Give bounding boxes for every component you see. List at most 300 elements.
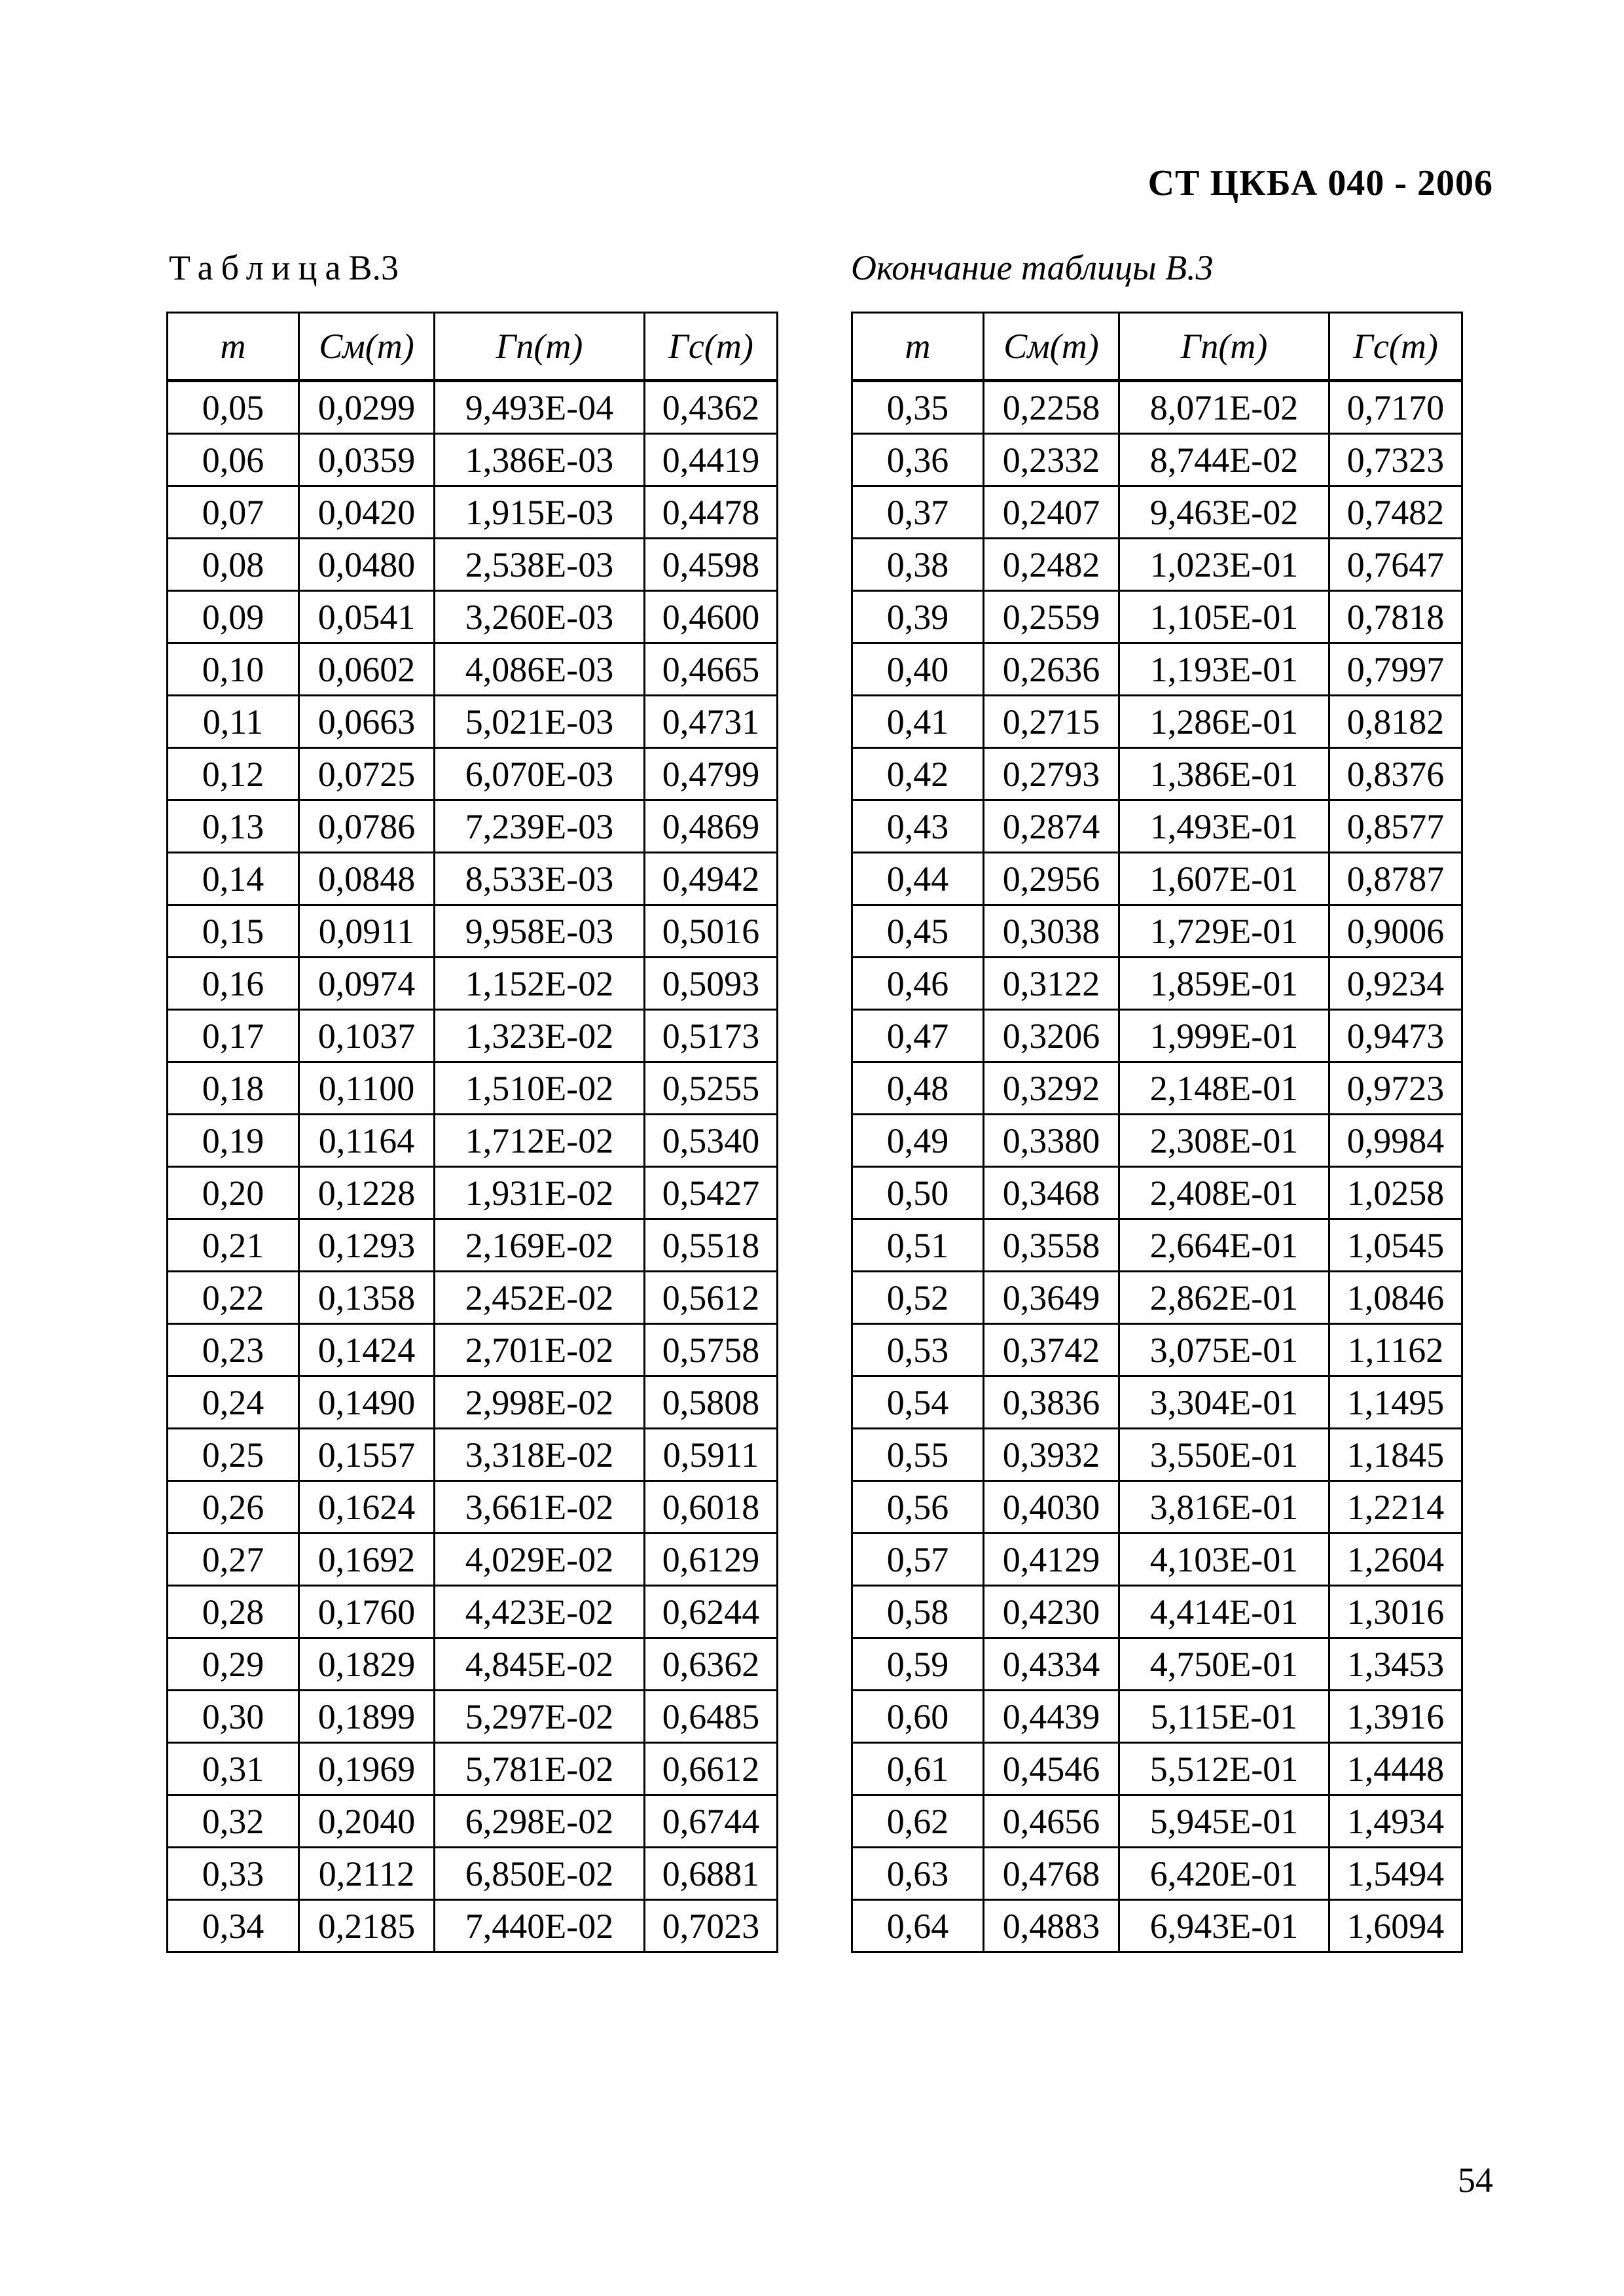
cell-gc: 0,5612 xyxy=(645,1272,778,1324)
cell-cm: 0,4546 xyxy=(984,1743,1119,1795)
column-header-gc: Гс(m) xyxy=(645,313,778,381)
table-row xyxy=(168,381,778,434)
cell-gn: 4,414E-01 xyxy=(1119,1586,1329,1638)
cell-gc: 0,7818 xyxy=(1329,591,1462,643)
cell-gc: 0,9234 xyxy=(1329,958,1462,1010)
table-row xyxy=(168,1272,778,1324)
table-row xyxy=(852,1481,1462,1534)
table-row xyxy=(168,1481,778,1534)
cell-m: 0,49 xyxy=(852,1115,984,1167)
cell-cm: 0,1490 xyxy=(299,1376,435,1429)
cell-gn: 8,533E-03 xyxy=(435,853,645,905)
cell-cm: 0,3380 xyxy=(984,1115,1119,1167)
cell-m: 0,10 xyxy=(168,643,299,696)
table-row xyxy=(852,748,1462,800)
cell-gn: 9,493E-04 xyxy=(435,381,645,434)
cell-m: 0,61 xyxy=(852,1743,984,1795)
cell-cm: 0,1557 xyxy=(299,1429,435,1481)
cell-gn: 6,850E-02 xyxy=(435,1848,645,1900)
cell-gc: 0,9984 xyxy=(1329,1115,1462,1167)
cell-cm: 0,1358 xyxy=(299,1272,435,1324)
cell-cm: 0,1829 xyxy=(299,1638,435,1691)
cell-gn: 7,440E-02 xyxy=(435,1900,645,1952)
cell-gc: 1,1162 xyxy=(1329,1324,1462,1376)
cell-gc: 0,7997 xyxy=(1329,643,1462,696)
cell-m: 0,50 xyxy=(852,1167,984,1219)
table-continuation-caption: Окончание таблицы В.3 xyxy=(851,248,1214,287)
table-caption xyxy=(169,247,399,288)
cell-gn: 1,493E-01 xyxy=(1119,800,1329,853)
cell-cm: 0,0848 xyxy=(299,853,435,905)
cell-gc: 0,6744 xyxy=(645,1795,778,1848)
table-row xyxy=(168,696,778,748)
column-header-m: m xyxy=(168,313,299,381)
cell-m: 0,11 xyxy=(168,696,299,748)
cell-gn: 9,463E-02 xyxy=(1119,486,1329,539)
cell-m: 0,23 xyxy=(168,1324,299,1376)
cell-cm: 0,3206 xyxy=(984,1010,1119,1062)
cell-gn: 1,607E-01 xyxy=(1119,853,1329,905)
cell-gc: 0,5911 xyxy=(645,1429,778,1481)
cell-gc: 1,4448 xyxy=(1329,1743,1462,1795)
cell-m: 0,28 xyxy=(168,1586,299,1638)
cell-gn: 2,408E-01 xyxy=(1119,1167,1329,1219)
table-header-row xyxy=(168,313,778,381)
cell-gc: 0,7170 xyxy=(1329,381,1462,434)
cell-m: 0,29 xyxy=(168,1638,299,1691)
cell-gc: 0,8376 xyxy=(1329,748,1462,800)
cell-m: 0,26 xyxy=(168,1481,299,1534)
cell-gn: 5,781E-02 xyxy=(435,1743,645,1795)
cell-gn: 4,845E-02 xyxy=(435,1638,645,1691)
table-row xyxy=(168,1848,778,1900)
cell-m: 0,07 xyxy=(168,486,299,539)
cell-cm: 0,1228 xyxy=(299,1167,435,1219)
cell-cm: 0,2112 xyxy=(299,1848,435,1900)
cell-gn: 1,286E-01 xyxy=(1119,696,1329,748)
table-row xyxy=(852,1586,1462,1638)
cell-gn: 2,169E-02 xyxy=(435,1219,645,1272)
table-row xyxy=(852,643,1462,696)
cell-m: 0,53 xyxy=(852,1324,984,1376)
table-row xyxy=(168,905,778,958)
cell-gc: 0,7023 xyxy=(645,1900,778,1952)
cell-gc: 0,4600 xyxy=(645,591,778,643)
cell-gc: 0,4478 xyxy=(645,486,778,539)
cell-gn: 5,512E-01 xyxy=(1119,1743,1329,1795)
cell-cm: 0,2258 xyxy=(984,381,1119,434)
cell-m: 0,41 xyxy=(852,696,984,748)
cell-m: 0,30 xyxy=(168,1691,299,1743)
cell-gc: 0,8577 xyxy=(1329,800,1462,853)
cell-gc: 1,3916 xyxy=(1329,1691,1462,1743)
cell-gc: 1,3453 xyxy=(1329,1638,1462,1691)
table-row xyxy=(852,1115,1462,1167)
cell-gc: 1,6094 xyxy=(1329,1900,1462,1952)
cell-gc: 1,2604 xyxy=(1329,1534,1462,1586)
cell-cm: 0,2407 xyxy=(984,486,1119,539)
cell-m: 0,16 xyxy=(168,958,299,1010)
table-row xyxy=(852,1848,1462,1900)
cell-gn: 1,152E-02 xyxy=(435,958,645,1010)
cell-cm: 0,4129 xyxy=(984,1534,1119,1586)
cell-cm: 0,2332 xyxy=(984,434,1119,486)
cell-gc: 0,6129 xyxy=(645,1534,778,1586)
cell-m: 0,31 xyxy=(168,1743,299,1795)
cell-m: 0,37 xyxy=(852,486,984,539)
cell-cm: 0,1037 xyxy=(299,1010,435,1062)
cell-gn: 4,103E-01 xyxy=(1119,1534,1329,1586)
cell-gn: 8,744E-02 xyxy=(1119,434,1329,486)
cell-m: 0,38 xyxy=(852,539,984,591)
cell-gn: 2,998E-02 xyxy=(435,1376,645,1429)
cell-m: 0,59 xyxy=(852,1638,984,1691)
cell-gc: 0,7482 xyxy=(1329,486,1462,539)
column-header-cm: Cм(m) xyxy=(984,313,1119,381)
data-table-right xyxy=(851,312,1463,1953)
table-row xyxy=(852,1062,1462,1115)
column-header-gn: Гп(m) xyxy=(1119,313,1329,381)
cell-m: 0,20 xyxy=(168,1167,299,1219)
table-row xyxy=(168,748,778,800)
table-caption-word: Таблица xyxy=(169,248,349,287)
cell-m: 0,35 xyxy=(852,381,984,434)
cell-gc: 1,5494 xyxy=(1329,1848,1462,1900)
cell-cm: 0,4656 xyxy=(984,1795,1119,1848)
cell-gc: 0,7647 xyxy=(1329,539,1462,591)
cell-cm: 0,0602 xyxy=(299,643,435,696)
cell-gn: 8,071E-02 xyxy=(1119,381,1329,434)
table-row xyxy=(852,591,1462,643)
cell-cm: 0,3038 xyxy=(984,905,1119,958)
cell-m: 0,40 xyxy=(852,643,984,696)
cell-cm: 0,3292 xyxy=(984,1062,1119,1115)
cell-m: 0,63 xyxy=(852,1848,984,1900)
cell-cm: 0,0974 xyxy=(299,958,435,1010)
cell-cm: 0,4230 xyxy=(984,1586,1119,1638)
table-row xyxy=(852,1638,1462,1691)
cell-gn: 1,859E-01 xyxy=(1119,958,1329,1010)
table-row xyxy=(168,1743,778,1795)
cell-gn: 1,023E-01 xyxy=(1119,539,1329,591)
cell-m: 0,06 xyxy=(168,434,299,486)
cell-cm: 0,1424 xyxy=(299,1324,435,1376)
cell-cm: 0,2559 xyxy=(984,591,1119,643)
cell-m: 0,46 xyxy=(852,958,984,1010)
table-row xyxy=(168,1010,778,1062)
cell-m: 0,60 xyxy=(852,1691,984,1743)
cell-m: 0,34 xyxy=(168,1900,299,1952)
cell-gn: 4,086E-03 xyxy=(435,643,645,696)
cell-gn: 4,750E-01 xyxy=(1119,1638,1329,1691)
cell-gc: 0,5427 xyxy=(645,1167,778,1219)
cell-m: 0,42 xyxy=(852,748,984,800)
table-row xyxy=(852,958,1462,1010)
cell-cm: 0,0359 xyxy=(299,434,435,486)
cell-gn: 2,148E-01 xyxy=(1119,1062,1329,1115)
cell-cm: 0,3468 xyxy=(984,1167,1119,1219)
cell-cm: 0,3836 xyxy=(984,1376,1119,1429)
cell-gc: 0,5093 xyxy=(645,958,778,1010)
cell-gc: 1,0545 xyxy=(1329,1219,1462,1272)
cell-m: 0,15 xyxy=(168,905,299,958)
cell-gc: 1,2214 xyxy=(1329,1481,1462,1534)
table-row xyxy=(168,1167,778,1219)
cell-m: 0,09 xyxy=(168,591,299,643)
cell-gc: 0,5518 xyxy=(645,1219,778,1272)
cell-m: 0,33 xyxy=(168,1848,299,1900)
cell-m: 0,18 xyxy=(168,1062,299,1115)
cell-gn: 5,297E-02 xyxy=(435,1691,645,1743)
table-row xyxy=(852,1272,1462,1324)
cell-gc: 0,4731 xyxy=(645,696,778,748)
cell-gn: 1,323E-02 xyxy=(435,1010,645,1062)
cell-m: 0,13 xyxy=(168,800,299,853)
cell-cm: 0,1760 xyxy=(299,1586,435,1638)
cell-cm: 0,1293 xyxy=(299,1219,435,1272)
cell-gc: 0,6244 xyxy=(645,1586,778,1638)
table-row xyxy=(168,1795,778,1848)
table-header-row xyxy=(852,313,1462,381)
cell-gn: 2,664E-01 xyxy=(1119,1219,1329,1272)
cell-gc: 0,4869 xyxy=(645,800,778,853)
cell-m: 0,44 xyxy=(852,853,984,905)
cell-cm: 0,3649 xyxy=(984,1272,1119,1324)
cell-gn: 1,915E-03 xyxy=(435,486,645,539)
cell-gc: 0,5255 xyxy=(645,1062,778,1115)
cell-cm: 0,3932 xyxy=(984,1429,1119,1481)
cell-gn: 2,701E-02 xyxy=(435,1324,645,1376)
cell-gn: 3,816E-01 xyxy=(1119,1481,1329,1534)
cell-gn: 3,304E-01 xyxy=(1119,1376,1329,1429)
cell-gc: 0,7323 xyxy=(1329,434,1462,486)
cell-cm: 0,4768 xyxy=(984,1848,1119,1900)
column-header-gn: Гп(m) xyxy=(435,313,645,381)
cell-gn: 2,308E-01 xyxy=(1119,1115,1329,1167)
cell-gc: 0,6018 xyxy=(645,1481,778,1534)
cell-cm: 0,0911 xyxy=(299,905,435,958)
table-row xyxy=(852,853,1462,905)
cell-cm: 0,2956 xyxy=(984,853,1119,905)
cell-gc: 0,5340 xyxy=(645,1115,778,1167)
table-row xyxy=(852,1324,1462,1376)
cell-m: 0,27 xyxy=(168,1534,299,1586)
table-row xyxy=(168,1586,778,1638)
cell-gn: 3,318E-02 xyxy=(435,1429,645,1481)
cell-m: 0,45 xyxy=(852,905,984,958)
table-row xyxy=(852,1167,1462,1219)
cell-m: 0,22 xyxy=(168,1272,299,1324)
cell-gc: 0,8182 xyxy=(1329,696,1462,748)
cell-gc: 0,4598 xyxy=(645,539,778,591)
cell-cm: 0,2040 xyxy=(299,1795,435,1848)
cell-gn: 1,193E-01 xyxy=(1119,643,1329,696)
cell-gc: 1,0258 xyxy=(1329,1167,1462,1219)
cell-gn: 3,260E-03 xyxy=(435,591,645,643)
cell-m: 0,47 xyxy=(852,1010,984,1062)
cell-gn: 2,452E-02 xyxy=(435,1272,645,1324)
cell-gc: 0,4799 xyxy=(645,748,778,800)
table-row xyxy=(168,1638,778,1691)
cell-m: 0,51 xyxy=(852,1219,984,1272)
column-header-gc: Гс(m) xyxy=(1329,313,1462,381)
cell-gn: 3,075E-01 xyxy=(1119,1324,1329,1376)
cell-m: 0,25 xyxy=(168,1429,299,1481)
cell-gc: 0,6612 xyxy=(645,1743,778,1795)
cell-gn: 5,115E-01 xyxy=(1119,1691,1329,1743)
cell-cm: 0,0420 xyxy=(299,486,435,539)
cell-cm: 0,3122 xyxy=(984,958,1119,1010)
cell-cm: 0,4334 xyxy=(984,1638,1119,1691)
cell-gc: 1,3016 xyxy=(1329,1586,1462,1638)
table-row xyxy=(168,1376,778,1429)
cell-gn: 6,298E-02 xyxy=(435,1795,645,1848)
cell-cm: 0,2185 xyxy=(299,1900,435,1952)
cell-gn: 3,550E-01 xyxy=(1119,1429,1329,1481)
cell-gn: 9,958E-03 xyxy=(435,905,645,958)
cell-gn: 6,070E-03 xyxy=(435,748,645,800)
cell-gn: 1,729E-01 xyxy=(1119,905,1329,958)
cell-gn: 5,021E-03 xyxy=(435,696,645,748)
column-header-m: m xyxy=(852,313,984,381)
cell-m: 0,56 xyxy=(852,1481,984,1534)
cell-gc: 0,6362 xyxy=(645,1638,778,1691)
cell-m: 0,57 xyxy=(852,1534,984,1586)
cell-cm: 0,0299 xyxy=(299,381,435,434)
cell-gc: 0,5758 xyxy=(645,1324,778,1376)
cell-cm: 0,1899 xyxy=(299,1691,435,1743)
cell-gc: 0,9473 xyxy=(1329,1010,1462,1062)
table-row xyxy=(168,1219,778,1272)
document-code: СТ ЦКБА 040 - 2006 xyxy=(1147,163,1493,204)
table-row xyxy=(852,1795,1462,1848)
cell-cm: 0,2874 xyxy=(984,800,1119,853)
cell-cm: 0,1969 xyxy=(299,1743,435,1795)
cell-cm: 0,2636 xyxy=(984,643,1119,696)
cell-gn: 1,931E-02 xyxy=(435,1167,645,1219)
cell-m: 0,54 xyxy=(852,1376,984,1429)
cell-cm: 0,4030 xyxy=(984,1481,1119,1534)
cell-gn: 1,999E-01 xyxy=(1119,1010,1329,1062)
table-row xyxy=(168,434,778,486)
cell-gc: 1,4934 xyxy=(1329,1795,1462,1848)
cell-cm: 0,2793 xyxy=(984,748,1119,800)
table-row xyxy=(168,1324,778,1376)
column-header-cm: Cм(m) xyxy=(299,313,435,381)
cell-gn: 1,712E-02 xyxy=(435,1115,645,1167)
cell-gc: 1,1495 xyxy=(1329,1376,1462,1429)
cell-gn: 4,029E-02 xyxy=(435,1534,645,1586)
table-row xyxy=(168,1115,778,1167)
cell-cm: 0,1100 xyxy=(299,1062,435,1115)
cell-gn: 2,538E-03 xyxy=(435,539,645,591)
cell-cm: 0,2715 xyxy=(984,696,1119,748)
cell-m: 0,32 xyxy=(168,1795,299,1848)
table-row xyxy=(852,1429,1462,1481)
cell-cm: 0,4439 xyxy=(984,1691,1119,1743)
table-row xyxy=(168,800,778,853)
cell-gc: 0,4942 xyxy=(645,853,778,905)
cell-cm: 0,1692 xyxy=(299,1534,435,1586)
cell-gn: 7,239E-03 xyxy=(435,800,645,853)
cell-gc: 0,6881 xyxy=(645,1848,778,1900)
cell-gc: 0,5016 xyxy=(645,905,778,958)
cell-gc: 0,5173 xyxy=(645,1010,778,1062)
cell-m: 0,55 xyxy=(852,1429,984,1481)
cell-m: 0,14 xyxy=(168,853,299,905)
table-row xyxy=(168,1691,778,1743)
cell-cm: 0,0786 xyxy=(299,800,435,853)
table-row xyxy=(168,1900,778,1952)
table-row xyxy=(168,1429,778,1481)
table-caption-number: В.3 xyxy=(348,248,399,287)
cell-m: 0,36 xyxy=(852,434,984,486)
table-row xyxy=(168,643,778,696)
cell-m: 0,52 xyxy=(852,1272,984,1324)
cell-m: 0,08 xyxy=(168,539,299,591)
cell-m: 0,17 xyxy=(168,1010,299,1062)
table-row xyxy=(852,1534,1462,1586)
cell-gn: 1,386E-03 xyxy=(435,434,645,486)
cell-gc: 1,1845 xyxy=(1329,1429,1462,1481)
table-row xyxy=(168,958,778,1010)
cell-gn: 1,105E-01 xyxy=(1119,591,1329,643)
table-row xyxy=(852,905,1462,958)
cell-cm: 0,3742 xyxy=(984,1324,1119,1376)
cell-gc: 0,4419 xyxy=(645,434,778,486)
cell-gn: 2,862E-01 xyxy=(1119,1272,1329,1324)
cell-gc: 0,9723 xyxy=(1329,1062,1462,1115)
cell-gn: 6,420E-01 xyxy=(1119,1848,1329,1900)
table-row xyxy=(852,1743,1462,1795)
table-row xyxy=(852,539,1462,591)
cell-gc: 0,5808 xyxy=(645,1376,778,1429)
cell-m: 0,48 xyxy=(852,1062,984,1115)
cell-cm: 0,2482 xyxy=(984,539,1119,591)
table-row xyxy=(852,1219,1462,1272)
cell-gc: 0,6485 xyxy=(645,1691,778,1743)
cell-m: 0,19 xyxy=(168,1115,299,1167)
cell-cm: 0,0480 xyxy=(299,539,435,591)
cell-m: 0,39 xyxy=(852,591,984,643)
cell-gc: 0,8787 xyxy=(1329,853,1462,905)
cell-gn: 4,423E-02 xyxy=(435,1586,645,1638)
page-number: 54 xyxy=(1458,2161,1493,2200)
cell-gn: 1,510E-02 xyxy=(435,1062,645,1115)
cell-m: 0,24 xyxy=(168,1376,299,1429)
cell-gn: 1,386E-01 xyxy=(1119,748,1329,800)
table-row xyxy=(852,1900,1462,1952)
cell-cm: 0,3558 xyxy=(984,1219,1119,1272)
cell-cm: 0,4883 xyxy=(984,1900,1119,1952)
cell-cm: 0,1624 xyxy=(299,1481,435,1534)
cell-m: 0,43 xyxy=(852,800,984,853)
cell-cm: 0,0541 xyxy=(299,591,435,643)
cell-gn: 5,945E-01 xyxy=(1119,1795,1329,1848)
cell-m: 0,62 xyxy=(852,1795,984,1848)
table-row xyxy=(168,853,778,905)
cell-m: 0,64 xyxy=(852,1900,984,1952)
data-table-left xyxy=(166,312,778,1953)
table-row xyxy=(852,800,1462,853)
cell-gc: 1,0846 xyxy=(1329,1272,1462,1324)
cell-m: 0,58 xyxy=(852,1586,984,1638)
cell-cm: 0,1164 xyxy=(299,1115,435,1167)
table-row xyxy=(168,486,778,539)
table-row xyxy=(852,1010,1462,1062)
cell-cm: 0,0663 xyxy=(299,696,435,748)
cell-gc: 0,4665 xyxy=(645,643,778,696)
